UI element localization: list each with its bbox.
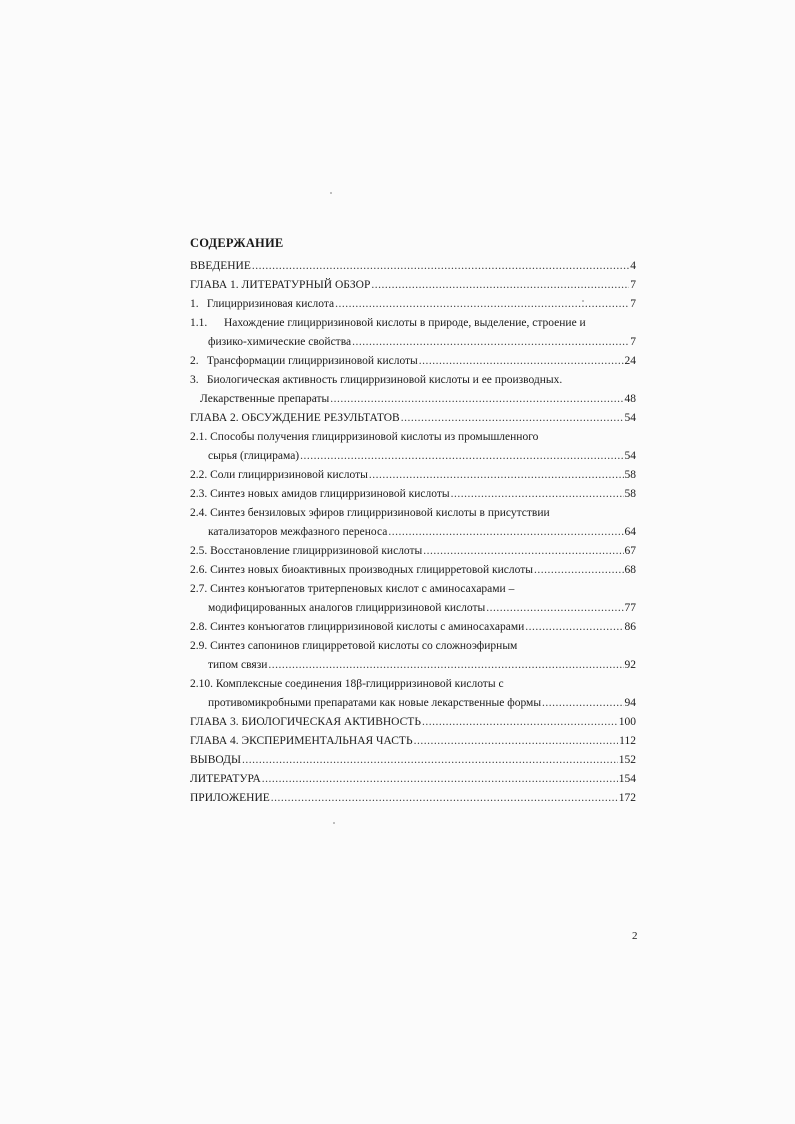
toc-entry-title: 2.4. Синтез бензиловых эфиров глицирризиновой кислоты в присутствии <box>190 507 550 519</box>
dot-leader <box>423 542 623 561</box>
dot-leader <box>262 770 618 789</box>
page-number: 2 <box>632 930 638 942</box>
toc-entry-title: 2.6. Синтез новых биоактивных производных глицирретовой кислоты <box>190 564 533 576</box>
dot-leader <box>388 523 623 542</box>
toc-entry-title: катализаторов межфазного переноса <box>208 526 388 538</box>
toc-entry-page: 48 <box>624 393 636 405</box>
toc-entry-page: 152 <box>618 754 636 766</box>
toc-entry-page: 92 <box>624 659 636 671</box>
toc-entry <box>190 770 636 789</box>
toc-entry-text: Нахождение глицирризиновой кислоты в природе, выделение, строение и <box>224 317 586 329</box>
toc-entry <box>190 428 636 447</box>
toc-entry-title: 2.3. Синтез новых амидов глицирризиновой кислоты <box>190 488 450 500</box>
dot-leader <box>268 656 623 675</box>
scan-speck <box>333 822 335 824</box>
toc-entry-title: ГЛАВА 4. ЭКСПЕРИМЕНТАЛЬНАЯ ЧАСТЬ <box>190 735 413 747</box>
toc-entry <box>190 542 636 561</box>
toc-entry-title: 2.2. Соли глицирризиновой кислоты <box>190 469 368 481</box>
toc-entry <box>190 561 636 580</box>
toc-entry <box>190 713 636 732</box>
toc-entry <box>190 789 636 808</box>
toc-entry-title: ЛИТЕРАТУРА <box>190 773 261 785</box>
toc-entry-page: 100 <box>618 716 636 728</box>
toc-entry-page: 67 <box>624 545 636 557</box>
table-of-contents <box>190 236 636 808</box>
toc-entry-page: 54 <box>624 412 636 424</box>
dot-leader <box>534 561 624 580</box>
toc-entry-title: 2.1. Способы получения глицирризиновой кислоты из промышленного <box>190 431 539 443</box>
toc-entry-number: 3. <box>190 374 199 386</box>
dot-leader <box>414 732 619 751</box>
toc-entry-page: 7 <box>630 336 636 348</box>
toc-entry-text: Глицирризиновая кислота <box>206 298 335 310</box>
toc-heading: СОДЕРЖАНИЕ <box>190 236 284 250</box>
toc-entry-number: 1. <box>190 298 199 310</box>
dot-leader <box>300 447 623 466</box>
dot-leader <box>422 713 618 732</box>
toc-entry-continuation <box>190 599 636 618</box>
toc-entry-page: 64 <box>624 526 636 538</box>
toc-entry-title: ПРИЛОЖЕНИЕ <box>190 792 270 804</box>
scan-speck <box>330 192 332 194</box>
dot-leader <box>451 485 624 504</box>
dot-leader <box>352 333 629 352</box>
toc-entry-page: 112 <box>619 735 636 747</box>
toc-entry-page: 154 <box>618 773 636 785</box>
dot-leader <box>330 390 623 409</box>
toc-entry-page: 4 <box>630 260 636 272</box>
toc-entry <box>190 295 636 314</box>
toc-entry-title: ГЛАВА 3. БИОЛОГИЧЕСКАЯ АКТИВНОСТЬ <box>190 716 421 728</box>
toc-entry-continuation <box>190 523 636 542</box>
toc-entry-text: Биологическая активность глицирризиновой кислоты и ее производных. <box>206 374 563 386</box>
toc-entry-text: Трансформации глицирризиновой кислоты <box>206 355 418 367</box>
toc-entry-page: 58 <box>624 488 636 500</box>
toc-entry-page: 68 <box>624 564 636 576</box>
toc-entry-title: 2.5. Восстановление глицирризиновой кислоты <box>190 545 423 557</box>
toc-entry <box>190 504 636 523</box>
toc-entry-title: 2.10. Комплексные соединения 18β-глицирризиновой кислоты с <box>190 678 504 690</box>
toc-entry-continuation <box>190 694 636 713</box>
toc-entry-page: 7 <box>630 279 636 291</box>
dot-leader <box>369 466 624 485</box>
toc-entry-continuation <box>190 390 636 409</box>
toc-entry <box>190 276 636 295</box>
toc-entry-title: ВВЕДЕНИЕ <box>190 260 251 272</box>
toc-entry-page: 94 <box>624 697 636 709</box>
toc-entry-title: Лекарственные препараты <box>200 393 330 405</box>
toc-entry <box>190 485 636 504</box>
toc-entry <box>190 732 636 751</box>
dot-leader <box>252 257 629 276</box>
toc-entry-title <box>190 352 418 371</box>
toc-entry-title <box>190 371 562 390</box>
toc-entry-title: 2.9. Синтез сапонинов глицирретовой кислоты со сложноэфирным <box>190 640 518 652</box>
toc-entry-page: 7 <box>630 298 636 310</box>
toc-entry-page: 172 <box>618 792 636 804</box>
dot-leader <box>486 599 623 618</box>
toc-entry-page: 86 <box>624 621 636 633</box>
toc-entry <box>190 371 636 390</box>
toc-entry-continuation <box>190 656 636 675</box>
toc-entry-page: 58 <box>624 469 636 481</box>
toc-entry <box>190 466 636 485</box>
dot-leader <box>542 694 623 713</box>
toc-entry-page: 77 <box>624 602 636 614</box>
dot-leader <box>371 276 629 295</box>
toc-entry-title: ГЛАВА 1. ЛИТЕРАТУРНЫЙ ОБЗОР <box>190 279 371 291</box>
dot-leader <box>335 295 629 314</box>
toc-entry-title: противомикробными препаратами как новые лекарственные формы <box>208 697 542 709</box>
toc-entry-page: 24 <box>624 355 636 367</box>
dot-leader <box>242 751 618 770</box>
toc-entry-title: типом связи <box>208 659 268 671</box>
toc-entry <box>190 352 636 371</box>
toc-entry-title: ВЫВОДЫ <box>190 754 241 766</box>
toc-entry-number: 2. <box>190 355 199 367</box>
toc-entry-page: 54 <box>624 450 636 462</box>
toc-entry-title: 2.7. Синтез конъюгатов тритерпеновых кислот с аминосахарами – <box>190 583 515 595</box>
toc-entry-title: сырья (глицирама) <box>208 450 300 462</box>
toc-entry-title: ГЛАВА 2. ОБСУЖДЕНИЕ РЕЗУЛЬТАТОВ <box>190 412 400 424</box>
toc-entry-title: 2.8. Синтез конъюгатов глицирризиновой кислоты с аминосахарами <box>190 621 525 633</box>
dot-leader <box>525 618 623 637</box>
toc-entry-title <box>190 295 334 314</box>
dot-leader <box>271 789 618 808</box>
dot-leader <box>401 409 624 428</box>
toc-entry <box>190 580 636 599</box>
toc-entry <box>190 409 636 428</box>
toc-entry-continuation <box>190 447 636 466</box>
toc-entry <box>190 257 636 276</box>
toc-entry <box>190 618 636 637</box>
toc-entry <box>190 751 636 770</box>
toc-entry-title: модифицированных аналогов глицирризиновой кислоты <box>208 602 486 614</box>
toc-entry-continuation <box>190 333 636 352</box>
toc-entry <box>190 675 636 694</box>
toc-entry <box>190 314 636 333</box>
toc-entry-title: физико-химические свойства <box>208 336 352 348</box>
dot-leader <box>419 352 624 371</box>
toc-entry-title <box>190 314 586 333</box>
toc-entry-number: 1.1. <box>190 317 208 329</box>
toc-entry <box>190 637 636 656</box>
